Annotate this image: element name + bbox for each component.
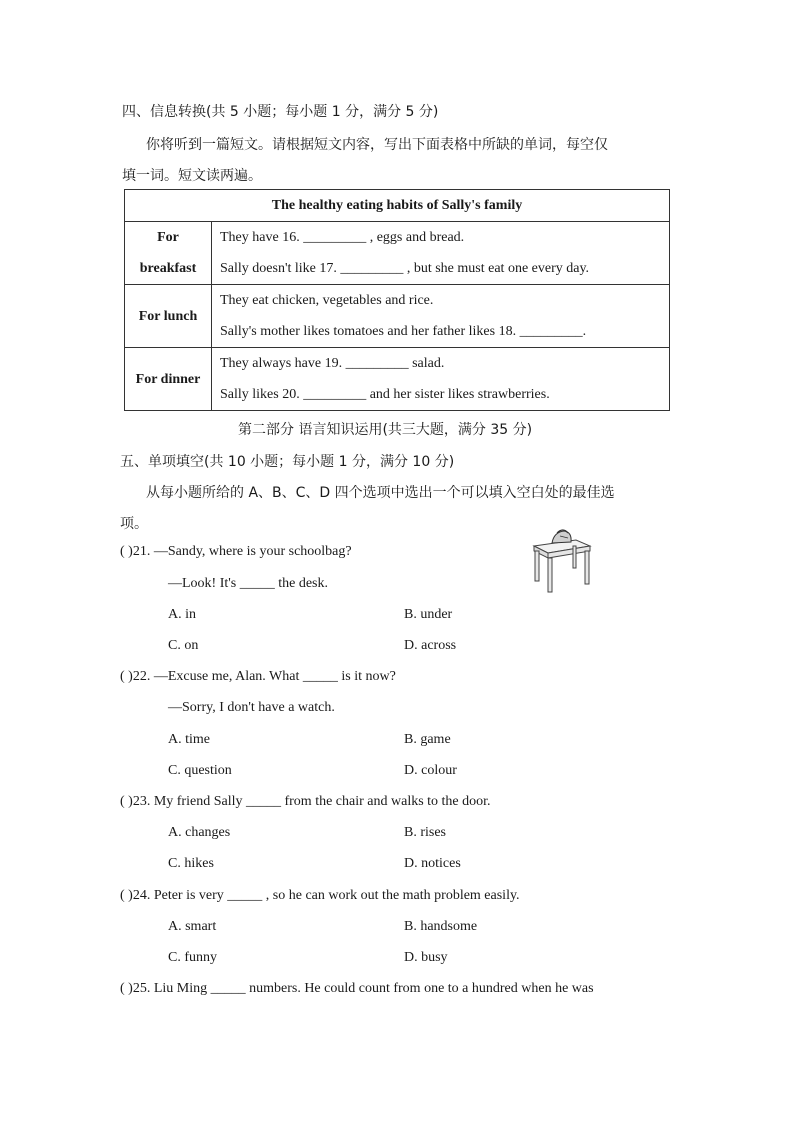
section4-heading: 四、信息转换(共 5 小题；每小题 1 分，满分 5 分) — [122, 104, 439, 120]
question-22-stem: ( )22. —Excuse me, Alan. What _____ is it now? — [120, 669, 396, 684]
question-24-option-a[interactable]: A. smart — [168, 919, 217, 934]
question-22-option-a[interactable]: A. time — [168, 732, 210, 747]
row-line1: They have 16. _________ , eggs and bread. — [220, 230, 465, 245]
question-22-option-d[interactable]: D. colour — [404, 763, 457, 778]
section5-instruction-line2: 项。 — [120, 516, 148, 532]
row-label-line1: For dinner — [135, 371, 201, 387]
question-24-option-b[interactable]: B. handsome — [404, 919, 478, 934]
question-24-stem: ( )24. Peter is very _____ , so he can work out the math problem easily. — [120, 888, 520, 903]
question-22-stem2: —Sorry, I don't have a watch. — [168, 700, 335, 715]
section4-instruction-line1: 你将听到一篇短文。请根据短文内容，写出下面表格中所缺的单词，每空仅 — [146, 137, 608, 153]
row-content — [212, 348, 670, 411]
question-22-option-c[interactable]: C. question — [168, 763, 232, 778]
table-row — [125, 222, 670, 285]
row-content — [212, 285, 670, 348]
question-21-option-b[interactable]: B. under — [404, 607, 453, 622]
question-21-stem2: —Look! It's _____ the desk. — [168, 576, 329, 591]
question-23-option-b[interactable]: B. rises — [404, 825, 446, 840]
row-line2: Sally's mother likes tomatoes and her father likes 18. _________. — [220, 324, 587, 339]
row-label — [125, 222, 212, 285]
row-line2: Sally likes 20. _________ and her sister likes strawberries. — [220, 387, 550, 402]
question-23-option-d[interactable]: D. notices — [404, 856, 461, 871]
question-24-option-d[interactable]: D. busy — [404, 950, 448, 965]
row-label-line1: For — [157, 230, 179, 245]
section4-instruction-line2: 填一词。短文读两遍。 — [122, 168, 262, 184]
question-21-option-c[interactable]: C. on — [168, 638, 199, 653]
row-line1: They eat chicken, vegetables and rice. — [220, 293, 434, 308]
question-21-option-a[interactable]: A. in — [168, 607, 196, 622]
question-23-option-c[interactable]: C. hikes — [168, 856, 214, 871]
question-23-stem: ( )23. My friend Sally _____ from the chair and walks to the door. — [120, 794, 491, 809]
row-line1: They always have 19. _________ salad. — [220, 356, 445, 371]
question-21-stem: ( )21. —Sandy, where is your schoolbag? — [120, 544, 352, 559]
table-title: The healthy eating habits of Sally's family — [125, 190, 670, 222]
row-label-line1: For lunch — [138, 308, 198, 324]
row-label — [125, 348, 212, 411]
table-row — [125, 285, 670, 348]
part2-title: 第二部分 语言知识运用(共三大题，满分 35 分) — [238, 422, 533, 438]
row-label-line2: breakfast — [139, 261, 197, 276]
question-22-option-b[interactable]: B. game — [404, 732, 451, 747]
question-23-option-a[interactable]: A. changes — [168, 825, 231, 840]
row-label — [125, 285, 212, 348]
question-21-option-d[interactable]: D. across — [404, 638, 457, 653]
row-content — [212, 222, 670, 285]
info-table — [124, 189, 670, 411]
desk-with-schoolbag-image — [524, 528, 594, 596]
section5-heading: 五、单项填空(共 10 小题；每小题 1 分，满分 10 分) — [120, 454, 455, 470]
table-row — [125, 348, 670, 411]
section5-instruction-line1: 从每小题所给的 A、B、C、D 四个选项中选出一个可以填入空白处的最佳选 — [146, 485, 615, 501]
question-25-stem: ( )25. Liu Ming _____ numbers. He could count from one to a hundred when he was — [120, 981, 594, 996]
row-line2: Sally doesn't like 17. _________ , but she must eat one every day. — [220, 261, 590, 276]
question-24-option-c[interactable]: C. funny — [168, 950, 217, 965]
